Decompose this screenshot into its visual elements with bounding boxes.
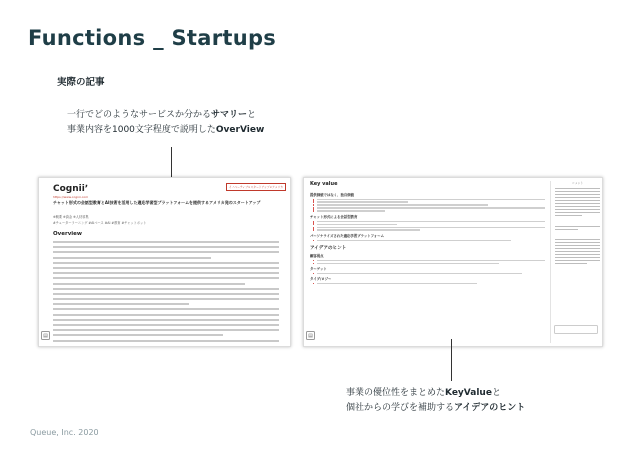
caption-text: 個社からの学びを補助する (346, 403, 455, 413)
idea-section-title: ターゲット (310, 267, 327, 272)
footer-copyright: Queue, Inc. 2020 (30, 428, 99, 437)
comment-sidebar (550, 181, 600, 343)
meta-funding: ※概要 ※資金 ※人材募集 (53, 215, 89, 219)
overview-heading: Overview (53, 231, 82, 237)
keyvalue-heading: Key value (310, 181, 338, 187)
caption-text: 事業内容を1000文字程度で説明した (67, 125, 216, 135)
keyvalue-block (313, 204, 545, 206)
keyvalue-block (313, 227, 545, 232)
page-title: Functions _ Startups (28, 26, 277, 50)
pointer-line-bottom (451, 339, 452, 381)
caption-text: 事業の優位性をまとめた (346, 388, 446, 398)
caption-highlight: OverView (215, 125, 265, 135)
keyvalue-block (313, 240, 545, 242)
keyvalue-block (313, 207, 545, 212)
keyvalue-block (313, 199, 545, 204)
comment-sidebar-label: コメント (571, 181, 584, 185)
overview-text (53, 241, 279, 345)
keyvalue-section-title: パーソナライズされた適応学習プラットフォーム (310, 234, 384, 239)
pointer-line-top (171, 147, 172, 181)
idea-section-title: 顧客視点 (310, 254, 324, 259)
comment-text (555, 226, 600, 230)
caption-text: と (491, 388, 501, 398)
caption-keyvalue-ideas (346, 386, 525, 416)
idea-block (313, 273, 545, 275)
keyvalue-section-title: チャット形式による会話型教育 (310, 215, 358, 220)
category-tag: イノベーティブ×スタートアップ×アメリカ (226, 183, 286, 191)
keyvalue-section-title: 提供価値ではなく、独自価値 (310, 193, 355, 197)
caption-summary-overview (67, 108, 264, 138)
company-name: Cogniiʼ (53, 184, 89, 194)
caption-text: 一行でどのようなサービスか分かる (67, 110, 212, 120)
comment-text (555, 188, 600, 216)
idea-block (313, 283, 545, 285)
chat-icon[interactable]: ▤ (41, 331, 50, 340)
keyvalue-block (313, 221, 545, 226)
meta-tags: #チューターラーニング #AIベース #AI #教育 #チャットボット (53, 221, 147, 225)
idea-block (313, 263, 545, 265)
caption-highlight: アイデアのヒント (454, 403, 526, 413)
company-link: https://www.cognii.com (53, 195, 89, 199)
keyvalue-screenshot (303, 177, 603, 347)
caption-text: と (247, 110, 257, 120)
section-label: 実際の記事 (57, 77, 105, 88)
caption-highlight: サマリー (211, 110, 248, 120)
idea-block (313, 260, 545, 262)
comment-text (555, 239, 600, 264)
comment-input[interactable] (554, 325, 598, 334)
summary-headline: チャット形式の会話型教育とAI技術を活用した適応学習型プラットフォームを提供するアメリカ発のスタートアップ (53, 200, 261, 205)
article-screenshot (38, 177, 291, 347)
caption-highlight: KeyValue (445, 388, 492, 398)
keyvalue-body (310, 190, 545, 286)
idea-section-title: タイプ/ロジー (310, 277, 332, 282)
chat-icon[interactable]: ▤ (306, 331, 315, 340)
idea-heading: アイデアのヒント (310, 246, 347, 252)
